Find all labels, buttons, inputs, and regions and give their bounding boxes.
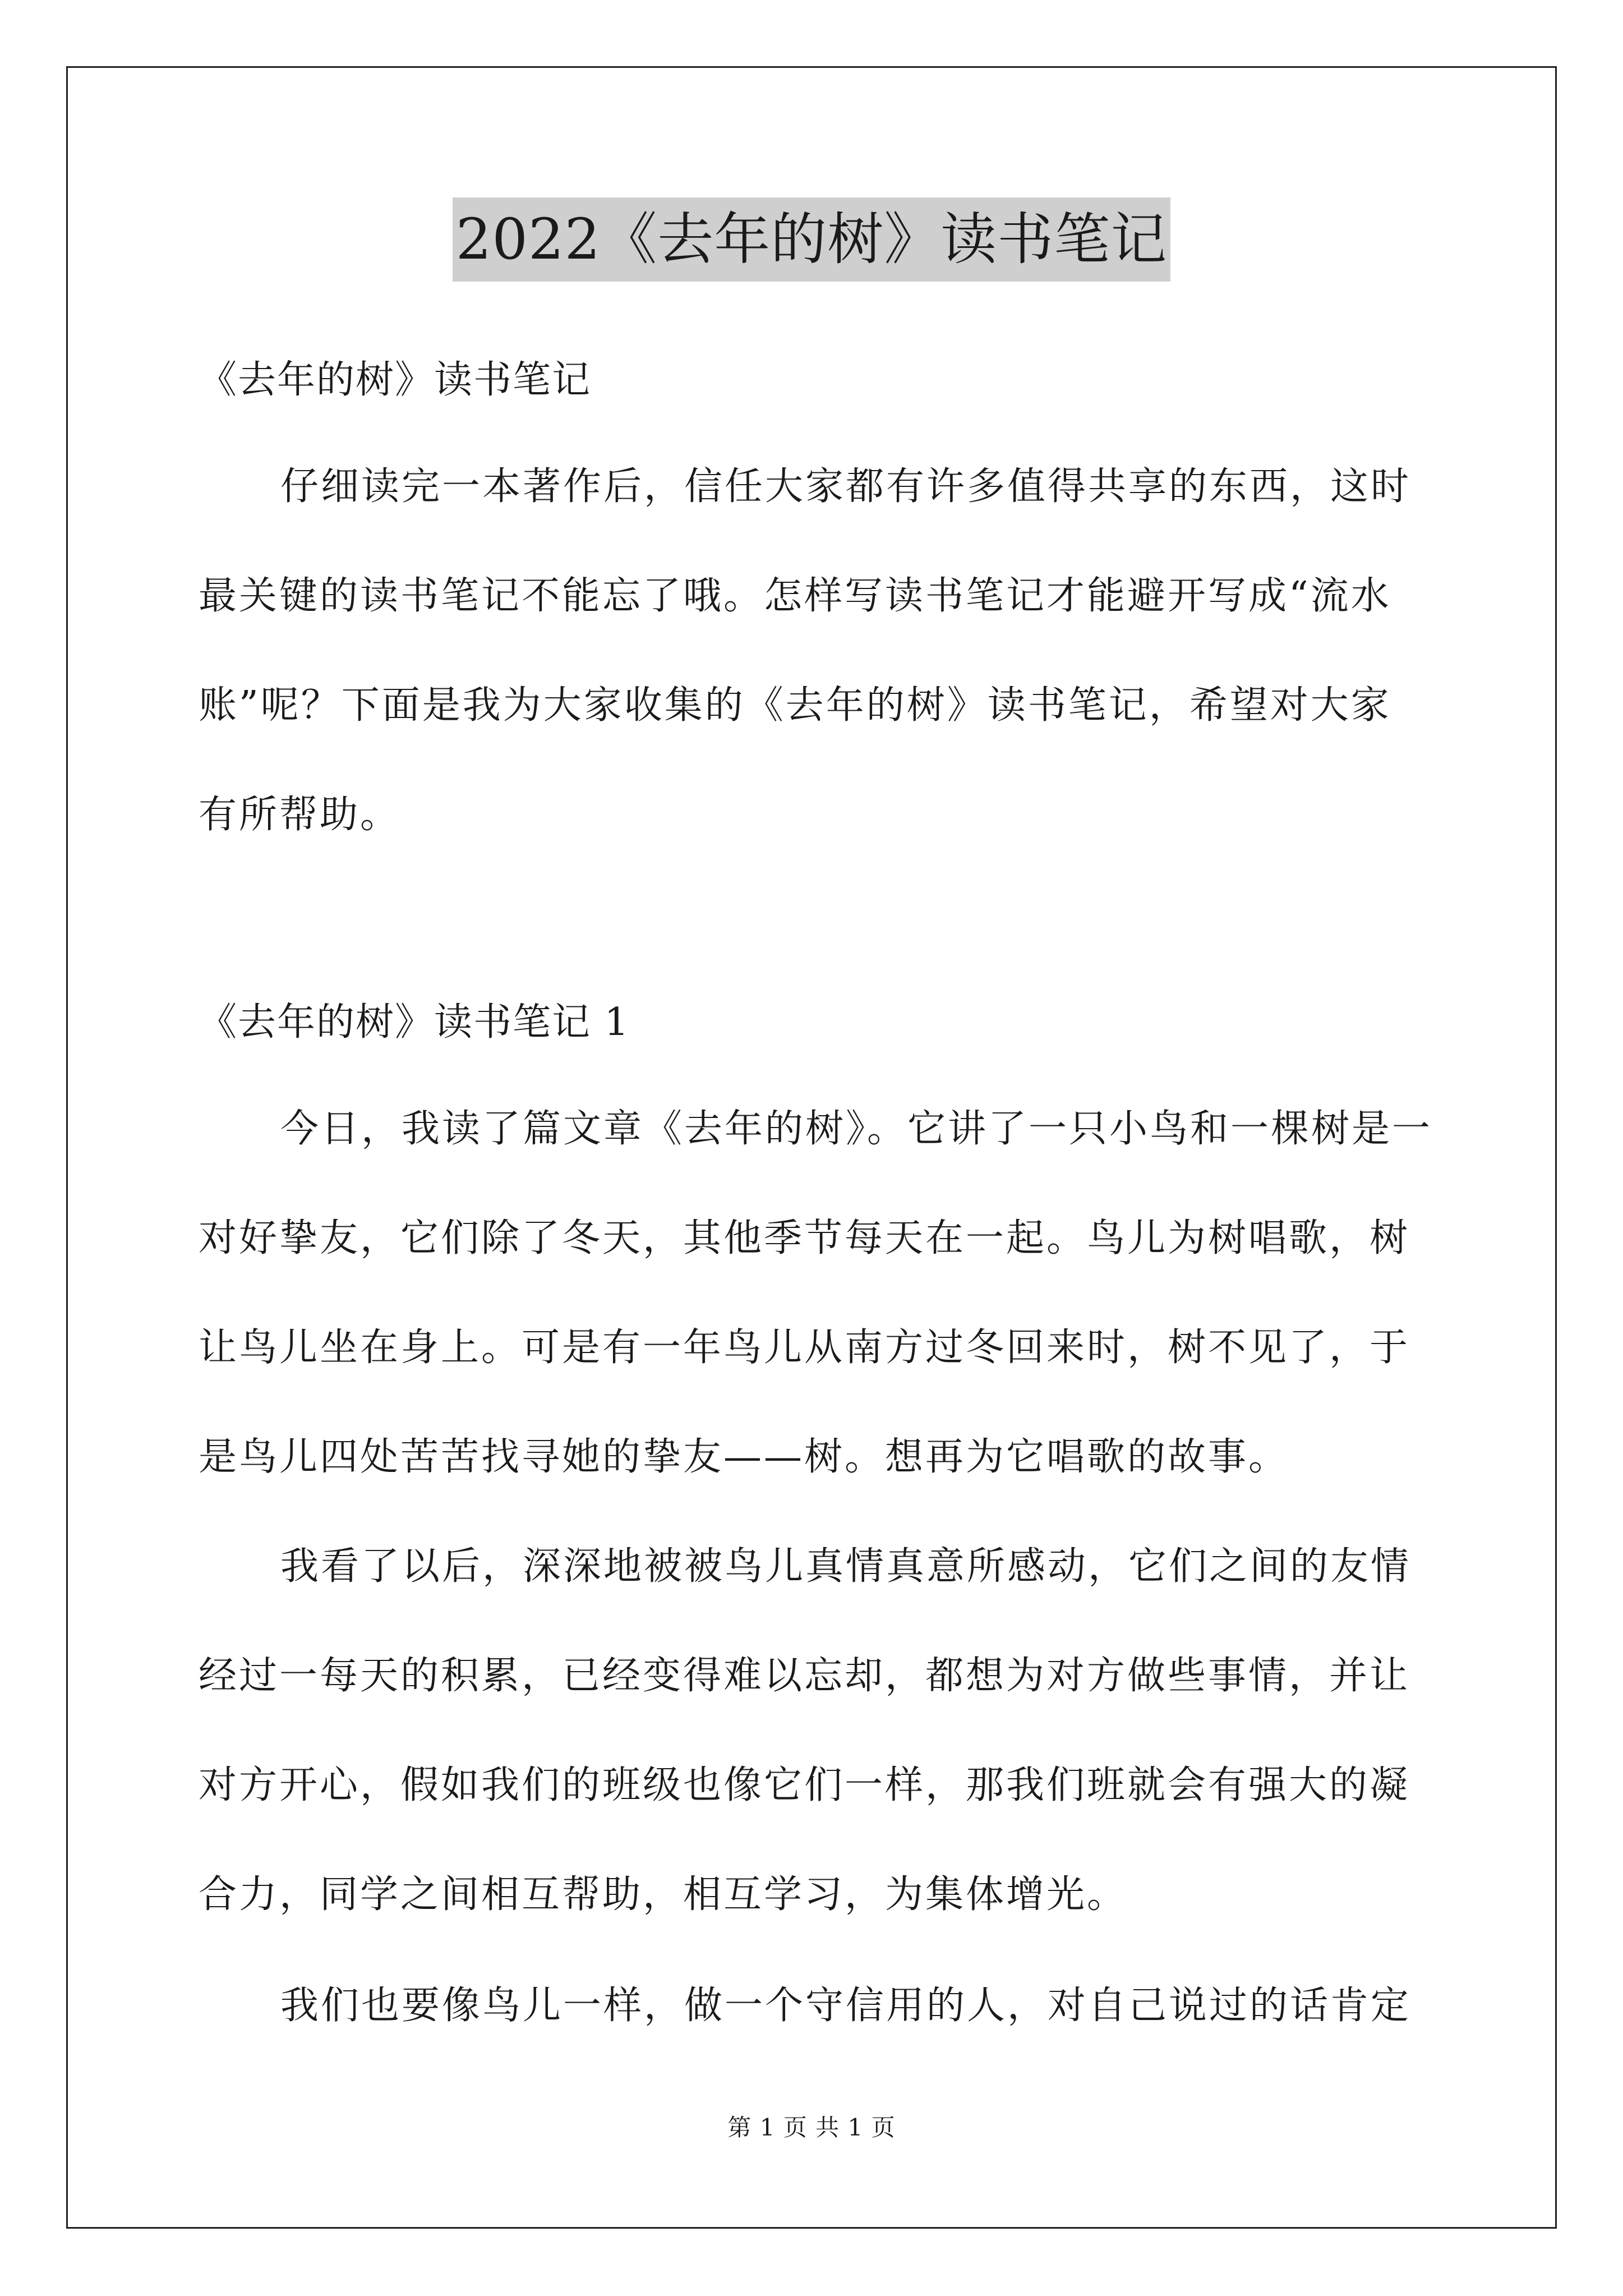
intro-line: 账”呢？下面是我为大家收集的《去年的树》读书笔记，希望对大家 (199, 683, 1391, 728)
paragraph-line: 今日，我读了篇文章《去年的树》。它讲了一只小鸟和一棵树是一 (280, 1107, 1433, 1151)
intro-line: 仔细读完一本著作后，信任大家都有许多值得共享的东西，这时 (280, 464, 1412, 509)
paragraph-line: 我看了以后，深深地被被鸟儿真情真意所感动，它们之间的友情 (280, 1544, 1412, 1589)
section-heading: 《去年的树》读书笔记 1 (199, 1000, 630, 1045)
page-footer: 第 1 页 共 1 页 (727, 2114, 896, 2141)
title-container (0, 197, 1623, 282)
paragraph-line: 我们也要像鸟儿一样，做一个守信用的人，对自己说过的话肯定 (280, 1984, 1412, 2028)
intro-line: 最关键的读书笔记不能忘了哦。怎样写读书笔记才能避开写成“流水 (199, 574, 1391, 618)
document-title: 2022《去年的树》读书笔记 (453, 197, 1171, 282)
paragraph-line: 合力，同学之间相互帮助，相互学习，为集体增光。 (199, 1872, 1128, 1917)
intro-line: 有所帮助。 (199, 793, 401, 837)
subtitle: 《去年的树》读书笔记 (199, 358, 592, 402)
paragraph-line: 经过一每天的积累，已经变得难以忘却，都想为对方做些事情，并让 (199, 1654, 1410, 1698)
paragraph-line: 是鸟儿四处苦苦找寻她的挚友——树。想再为它唱歌的故事。 (199, 1435, 1289, 1479)
paragraph-line: 对好挚友，它们除了冬天，其他季节每天在一起。鸟儿为树唱歌，树 (199, 1216, 1410, 1260)
paragraph-line: 让鸟儿坐在身上。可是有一年鸟儿从南方过冬回来时，树不见了，于 (199, 1326, 1410, 1370)
paragraph-line: 对方开心，假如我们的班级也像它们一样，那我们班就会有强大的凝 (199, 1763, 1410, 1807)
